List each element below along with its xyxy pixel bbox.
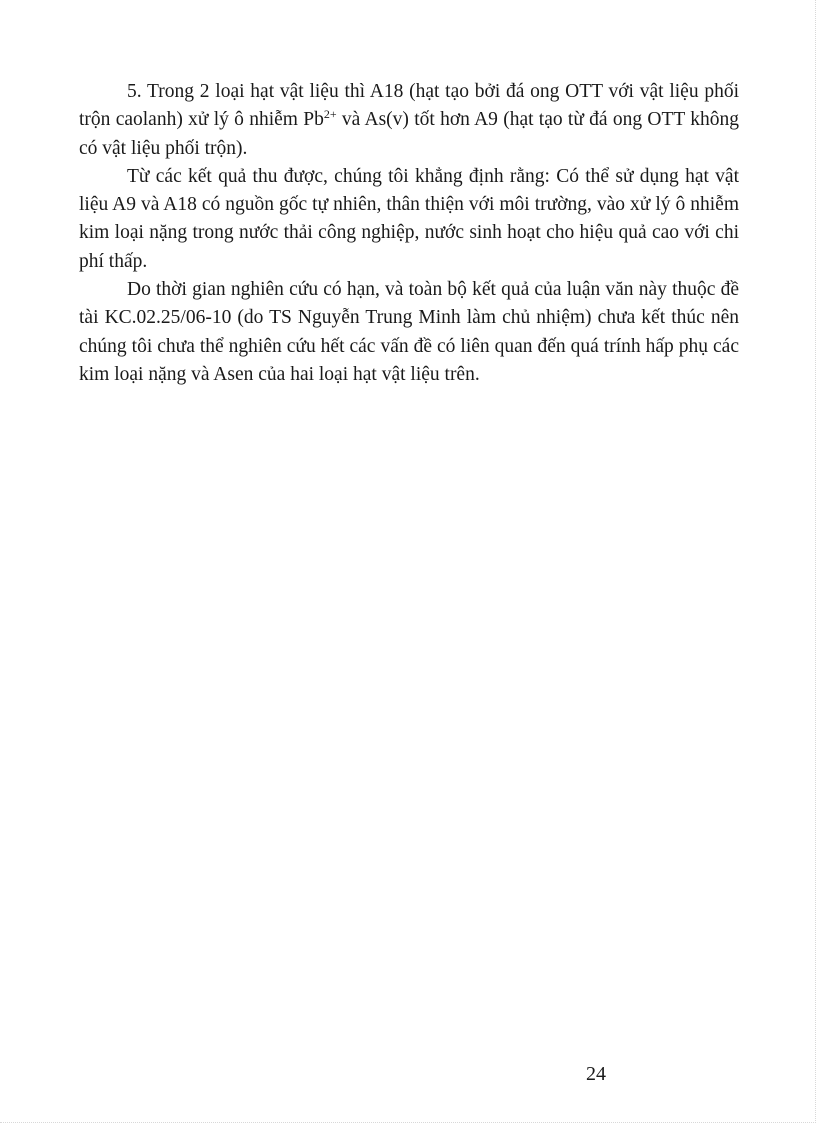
- body-text: [79, 78, 739, 389]
- paragraph-text: 5. Trong 2 loại hạt vật liệu thì A18 (hạt tạo bởi đá ong OTT với vật liệu phối trộn caolanh) xử lý ô nhiễm Pb: [79, 81, 739, 131]
- paragraph-affirmation: Từ các kết quả thu được, chúng tôi khẳng định rằng: Có thể sử dụng hạt vật liệu A9 và A18 có nguồn gốc tự nhiên, thân thiện với môi trường, vào xử lý ô nhiễm kim loại nặng trong nước thải công nghiệp, nước sinh hoạt cho hiệu quả cao với chi phí thấp.: [79, 165, 739, 272]
- paragraph-limitation: Do thời gian nghiên cứu có hạn, và toàn bộ kết quả của luận văn này thuộc đề tài KC.02.25/06-10 (do TS Nguyễn Trung Minh làm chủ nhiệm) chưa kết thúc nên chúng tôi chưa thể nghiên cứu hết các vấn đề có liên quan đến quá trính hấp phụ các kim loại nặng và Asen của hai loại hạt vật liệu trên.: [79, 279, 739, 385]
- paragraph-text: và As(v) tốt hơn A9 (hạt tạo từ đá ong OTT không có vật liệu phối trộn).: [79, 109, 739, 159]
- page-number: 24: [586, 1063, 606, 1085]
- paragraph-conclusion-5: [79, 78, 739, 163]
- superscript-charge: 2+: [323, 107, 337, 122]
